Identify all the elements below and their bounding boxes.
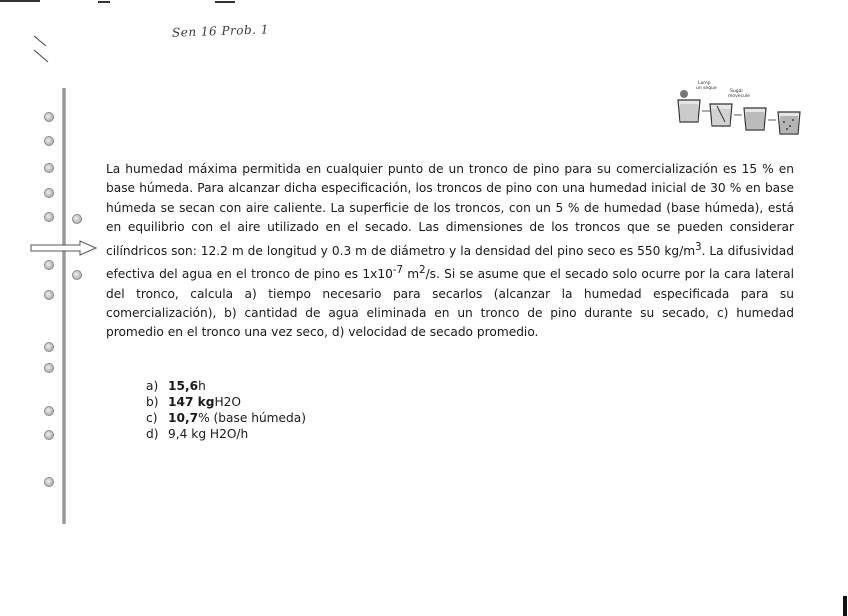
problem-statement: La humedad máxima permitida en cualquier punto de un tronco de pino para su comercialización es 15 % en base húmeda. Para alcanzar dicha especificación, los troncos de pino con una humedad inicial de 30 % en base húmeda se secan con aire caliente. La superficie de los troncos, con un 5 % de humedad (base húmeda), está en equilibrio con el aire utilizado en el secado. Las dimensiones de los troncos que se pueden considerar cilíndricos son: 12.2 m de longitud y 0.3 m de diámetro y la densidad del pino seco es 550 $kg/m^3$. La difusividad efectiva del agua en el tronco de pino es $1x10^{-7}$ $m^2/s$. Si se asume que el secado solo ocurre por la cara lateral del tronco, calcula a) tiempo necesario para secarlos (alcanzar la humedad especificada para su comercialización), b) cantidad de agua eliminada en un tronco de pino durante su secado, c) humedad promedio en el tronco una vez seco, d) velocidad de secado promedio. xyxy=(106,162,794,340)
punch-hole xyxy=(44,163,54,173)
answer-item: c) 10,7 % (base húmeda) xyxy=(146,411,306,425)
punch-hole xyxy=(44,260,54,270)
figure-label: Lamp xyxy=(698,81,711,86)
punch-hole xyxy=(44,363,54,373)
answer-item: a) 15,6 h xyxy=(146,379,206,393)
dissolution-beakers-figure xyxy=(672,78,812,144)
punch-hole xyxy=(44,212,54,222)
punch-hole xyxy=(44,406,54,416)
punch-hole xyxy=(44,136,54,146)
punch-hole xyxy=(44,188,54,198)
scan-edge-mark xyxy=(843,596,847,616)
figure-label: un seque xyxy=(696,86,717,91)
answer-list xyxy=(146,378,306,442)
punch-hole xyxy=(72,214,82,224)
punch-hole xyxy=(44,430,54,440)
figure-label: Sugar xyxy=(730,89,744,94)
sugar-cube-icon xyxy=(680,90,688,98)
punch-hole xyxy=(44,112,54,122)
punch-hole xyxy=(44,290,54,300)
arrow-right-icon xyxy=(30,240,98,256)
figure-label: movecule xyxy=(728,94,750,99)
answer-item: d) 9,4 kg H2O/h xyxy=(146,427,249,441)
answer-item: b) 147 kg H2O xyxy=(146,395,242,409)
scan-top-marks xyxy=(0,0,848,10)
punch-hole xyxy=(72,270,82,280)
handwritten-note: Sen 16 Prob. 1 xyxy=(171,22,270,40)
punch-hole xyxy=(44,342,54,352)
binder-edge-line xyxy=(62,88,66,524)
punch-hole xyxy=(44,477,54,487)
pen-scratch-marks xyxy=(32,34,52,64)
